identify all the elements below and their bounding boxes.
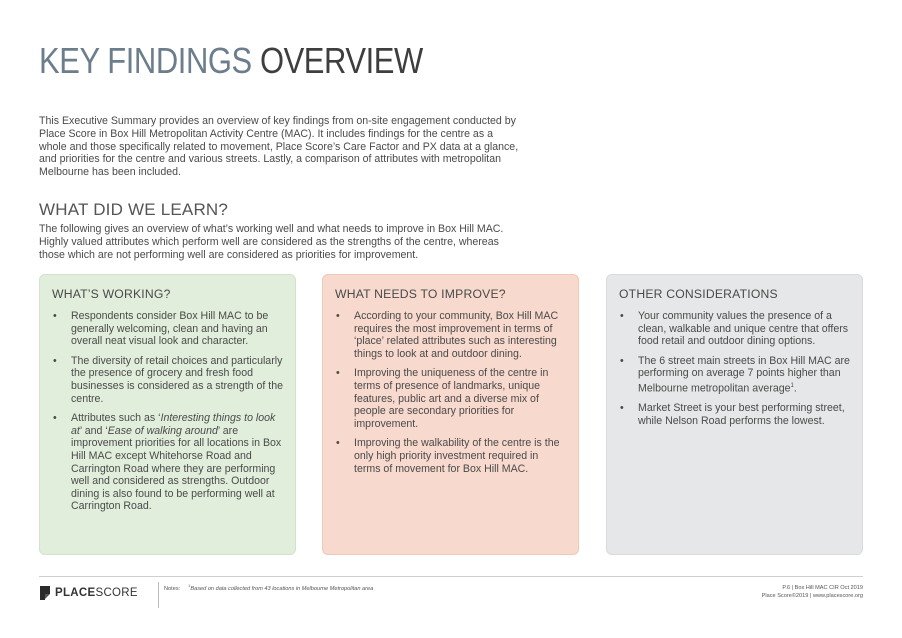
list-item-text: Your community values the presence of a clean, walkable and unique centre that offers food retail and outdoor dining options. (638, 310, 849, 348)
bullet-icon: • (620, 354, 624, 367)
needs-improve-card (322, 274, 579, 555)
intro-paragraph: This Executive Summary provides an overview of key findings from on-site engagement conducted by Place Score in Box Hill Metropolitan Activity Centre (MAC). It includes findings for the centre as a whole and those specifically related to movement, Place Score’s Care Factor and PX data at a glance, and priorities for the centre and various streets. Lastly, a comparison of attributes with metropolitan Melbourne has been included. (39, 115, 519, 179)
notes-sup: 1 (188, 583, 191, 588)
list-item (335, 437, 566, 475)
other-considerations-heading: OTHER CONSIDERATIONS (619, 287, 778, 301)
list-item (52, 355, 283, 405)
other-considerations-card (606, 274, 863, 555)
bullet-icon: • (620, 310, 624, 322)
whats-working-card (39, 274, 296, 555)
list-item (619, 402, 850, 427)
bullet-icon: • (336, 437, 340, 450)
list-item-text: Improving the walkability of the centre is the only high priority investment required in terms of movement for Box Hill MAC. (354, 437, 560, 475)
page-title (39, 40, 423, 82)
list-item (335, 310, 566, 360)
list-item-emphasis: Interesting things to look at (71, 412, 276, 437)
list-item-text-pre: Attributes such as ‘ (71, 412, 161, 425)
list-item-text: The diversity of retail choices and particularly the presence of grocery and fresh food businesses is considered as a strength of the centre. (71, 354, 283, 405)
bullet-icon: • (53, 310, 57, 322)
page-title-part2: OVERVIEW (259, 40, 423, 81)
list-item (619, 310, 850, 348)
logo-text: PLACESCORE (55, 587, 138, 599)
list-item (52, 412, 283, 513)
page-number-line: P.6 | Box Hill MAC CIR Oct 2019 (782, 585, 863, 591)
other-considerations-list (619, 310, 850, 427)
placescore-logo (39, 585, 138, 601)
needs-improve-list (335, 310, 566, 475)
copyright-line: Place Score©2019 | www.placescore.org (761, 593, 863, 600)
list-item (335, 367, 566, 430)
list-item-text: According to your community, Box Hill MAC requires the most improvement in terms of ‘place’ related attributes such as interesting things to look at and outdoor dining. (354, 310, 559, 360)
bullet-icon: • (336, 310, 340, 322)
notes-label: Notes: (164, 585, 181, 592)
bullet-icon: • (53, 412, 57, 425)
bullet-icon: • (336, 367, 340, 380)
list-item-emphasis: Ease of walking around (107, 424, 218, 437)
whats-working-list (52, 310, 283, 513)
learn-paragraph: The following gives an overview of what’s working well and what needs to improve in Box Hill MAC. Highly valued attributes which perform well are considered as the strengths of the centre, whereas those which are not performing well are considered as priorities for improvement. (39, 223, 504, 261)
footnotes (164, 583, 373, 592)
page-title-part1: KEY FINDINGS (39, 40, 252, 81)
footer-divider (39, 576, 863, 577)
whats-working-heading: WHAT’S WORKING? (52, 287, 171, 301)
bullet-icon: • (53, 354, 57, 367)
list-item-text: Market Street is your best performing street, while Nelson Road performs the lowest. (638, 402, 845, 427)
footnote-ref: 1 (790, 382, 794, 389)
list-item (52, 310, 283, 348)
list-item-text-post: ’ are improvement priorities for all locations in Box Hill MAC except Whitehorse Road and Carrington Road where they are performing well and considered as strengths. Outdoor dining is also found to be performing well at Carrington Road. (71, 424, 282, 513)
list-item (619, 355, 850, 395)
footer-separator (158, 582, 159, 608)
notes-text: Based on data collected from 43 locations in Melbourne Metropolitan area (190, 585, 374, 592)
needs-improve-heading: WHAT NEEDS TO IMPROVE? (335, 287, 506, 301)
list-item-text: Improving the uniqueness of the centre in terms of presence of landmarks, unique features, public art and a diverse mix of people are secondary priorities for improvement. (354, 367, 549, 430)
learn-heading: WHAT DID WE LEARN? (39, 200, 229, 219)
footer-page-info (762, 584, 863, 601)
list-item-text-mid: ’ and ‘ (79, 424, 108, 437)
list-item-text: The 6 street main streets in Box Hill MAC are performing on average 7 points higher than Melbourne metropolitan average (638, 354, 850, 395)
bullet-icon: • (620, 402, 624, 415)
list-item-text-end: . (793, 382, 797, 395)
list-item-text: Respondents consider Box Hill MAC to be generally welcoming, clean and having an overall neat visual look and character. (71, 310, 269, 348)
placescore-pin-icon (39, 585, 51, 601)
